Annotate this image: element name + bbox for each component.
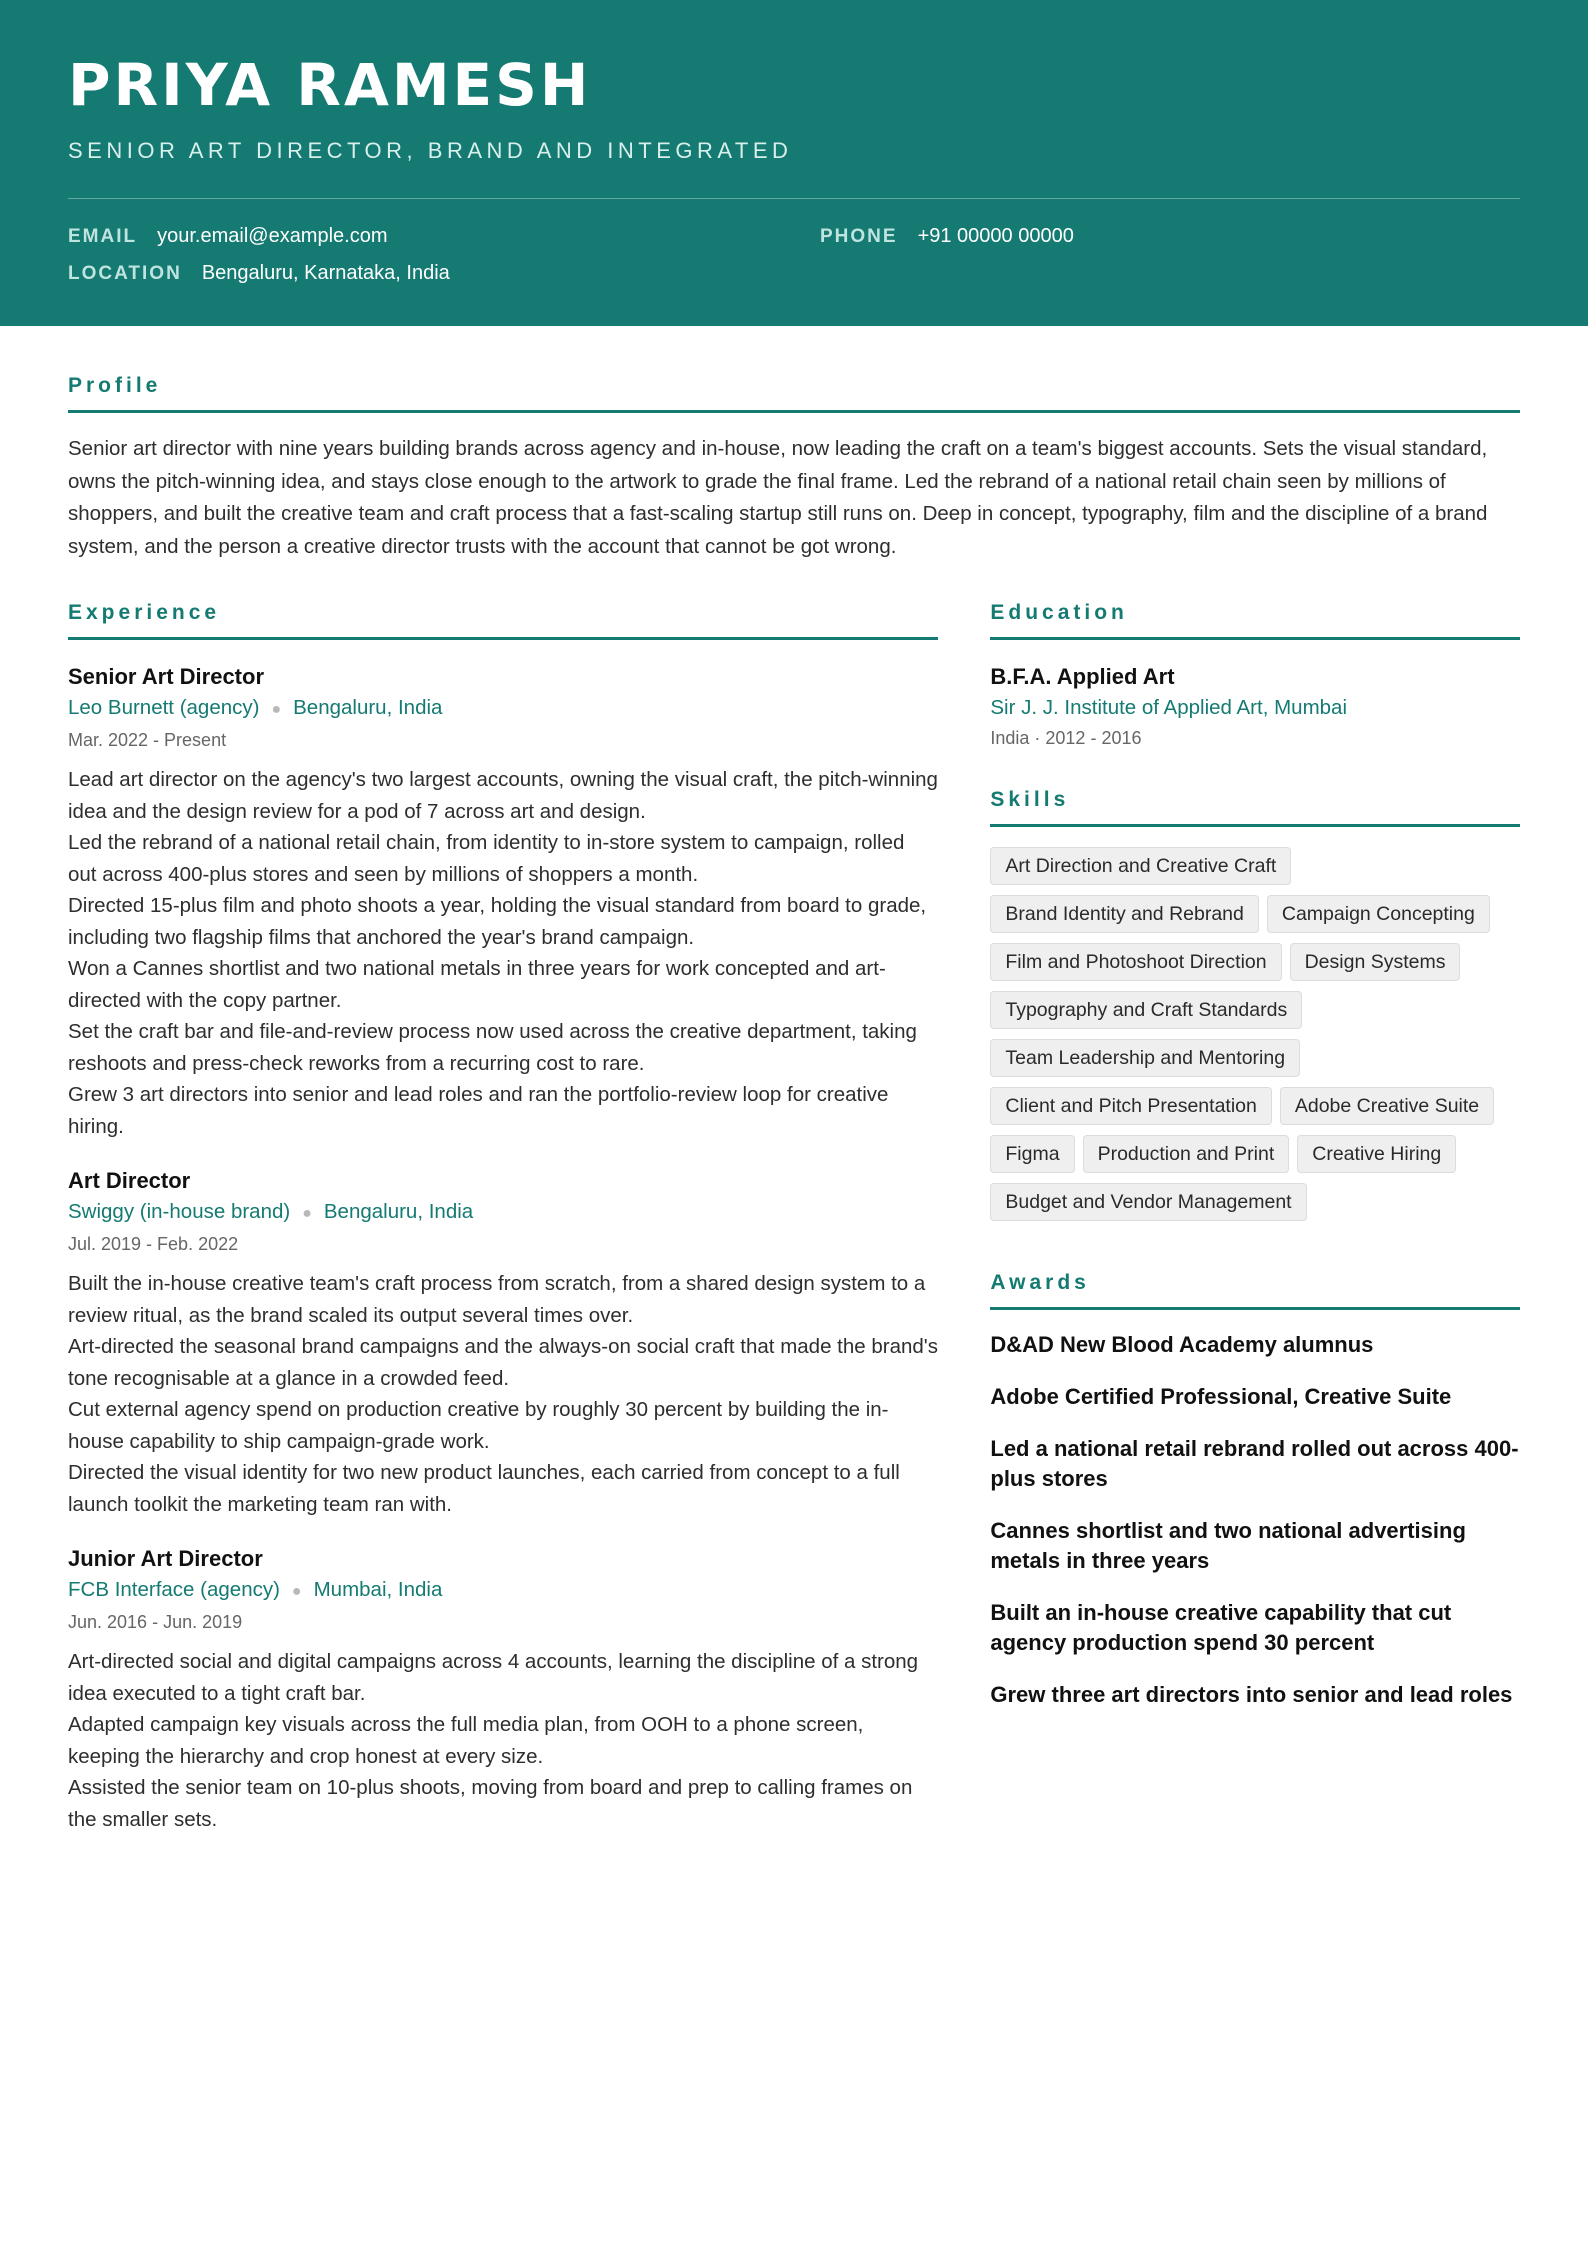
experience-section: [68, 601, 938, 1835]
job-bullet: Built the in-house creative team's craft process from scratch, from a shared design system to a review ritual, as the brand scaled its output several times over.: [68, 1272, 926, 1327]
skill-chip: Figma: [990, 1135, 1074, 1173]
job-bullet: Art-directed the seasonal brand campaigns and the always-on social craft that made the brand's tone recognisable at a glance in a crowded feed.: [68, 1335, 938, 1390]
job-bullet: Directed the visual identity for two new product launches, each carried from concept to a full launch toolkit the marketing team ran with.: [68, 1461, 900, 1516]
award-item: Built an in-house creative capability that cut agency production spend 30 percent: [990, 1600, 1452, 1655]
job-bullet: Adapted campaign key visuals across the full media plan, from OOH to a phone screen, keeping the hierarchy and crop honest at every size.: [68, 1713, 864, 1768]
job-bullet: Grew 3 art directors into senior and lead roles and ran the portfolio-review loop for creative hiring.: [68, 1083, 889, 1138]
skill-chip: Typography and Craft Standards: [990, 991, 1302, 1029]
award-item: Cannes shortlist and two national advertising metals in three years: [990, 1518, 1466, 1573]
job-entry: [68, 1544, 938, 1835]
job-location: Mumbai, India: [313, 1578, 443, 1601]
job-bullet: Art-directed social and digital campaigns across 4 accounts, learning the discipline of a strong idea executed to a tight craft bar.: [68, 1650, 919, 1705]
skill-chip: Production and Print: [1083, 1135, 1290, 1173]
job-dates: Jul. 2019 - Feb. 2022: [68, 1234, 239, 1254]
two-column-layout: [68, 601, 1520, 1835]
skills-section: [990, 788, 1520, 1221]
location-value: Bengaluru, Karnataka, India: [201, 262, 450, 284]
job-bullets: [68, 1646, 938, 1835]
candidate-title: SENIOR ART DIRECTOR, BRAND AND INTEGRATED: [68, 138, 793, 163]
profile-text: Senior art director with nine years building brands across agency and in-house, now leading the craft on a team's biggest accounts. Sets the visual standard, owns the pitch-winning idea, and stays close enough to the artwork to grade the final frame. Led the rebrand of a national retail chain seen by millions of shoppers, and built the creative team and craft process that a fast-scaling startup still runs on. Deep in concept, typography, film and the discipline of a brand system, and the person a creative director trusts with the account that cannot be got wrong.: [68, 437, 1488, 558]
candidate-name: PRIYA RAMESH: [68, 51, 592, 119]
left-column: [68, 601, 938, 1835]
education-degree: B.F.A. Applied Art: [990, 664, 1175, 689]
job-location: Bengaluru, India: [293, 696, 443, 719]
skill-chip: Film and Photoshoot Direction: [990, 943, 1281, 981]
job-bullets: [68, 764, 938, 1142]
award-item: Led a national retail rebrand rolled out across 400-plus stores: [990, 1436, 1519, 1491]
job-title: Senior Art Director: [68, 664, 265, 689]
resume-header: [0, 0, 1588, 326]
job-bullet: Assisted the senior team on 10-plus shoots, moving from board and prep to calling frames on the smaller sets.: [68, 1776, 913, 1831]
job-bullet: Won a Cannes shortlist and two national metals in three years for work concepted and art-directed with the copy partner.: [68, 957, 886, 1012]
education-school: Sir J. J. Institute of Applied Art, Mumbai: [990, 696, 1348, 719]
separator-dot-icon: ●: [271, 701, 282, 718]
skill-chip: Brand Identity and Rebrand: [990, 895, 1259, 933]
job-company: Swiggy (in-house brand): [68, 1200, 291, 1223]
skill-chip: Budget and Vendor Management: [990, 1183, 1306, 1221]
right-column: [990, 601, 1520, 1835]
skill-chip: Creative Hiring: [1297, 1135, 1456, 1173]
education-heading: Education: [990, 601, 1520, 640]
job-bullet: Set the craft bar and file-and-review process now used across the creative department, taking reshoots and press-check reworks from a recurring cost to rare.: [68, 1020, 917, 1075]
contact-email: [68, 225, 820, 248]
job-bullet: Cut external agency spend on production creative by roughly 30 percent by building the in-house capability to ship campaign-grade work.: [68, 1398, 889, 1453]
phone-value[interactable]: +91 00000 00000: [917, 225, 1074, 247]
awards-heading: Awards: [990, 1271, 1520, 1310]
separator-dot-icon: ●: [291, 1583, 302, 1600]
job-entry: [68, 662, 938, 1142]
skill-chip: Client and Pitch Presentation: [990, 1087, 1271, 1125]
phone-label: PHONE: [820, 226, 898, 247]
job-title: Art Director: [68, 1168, 191, 1193]
experience-heading: Experience: [68, 601, 938, 640]
job-bullet: Led the rebrand of a national retail chain, from identity to in-store system to campaign, rolled out across 400-plus stores and seen by millions of shoppers a month.: [68, 831, 905, 886]
award-item: D&AD New Blood Academy alumnus: [990, 1332, 1374, 1357]
skills-heading: Skills: [990, 788, 1520, 827]
location-label: LOCATION: [68, 263, 182, 284]
profile-section: [68, 374, 1520, 563]
job-bullets: [68, 1268, 938, 1520]
job-dates: Mar. 2022 - Present: [68, 730, 227, 750]
email-value[interactable]: your.email@example.com: [157, 225, 388, 247]
job-title: Junior Art Director: [68, 1546, 263, 1571]
job-org: [68, 1196, 938, 1230]
resume-body: [0, 374, 1588, 1835]
separator-dot-icon: ●: [302, 1205, 312, 1222]
skill-chip: Campaign Concepting: [1267, 895, 1490, 933]
job-org: [68, 692, 938, 726]
skill-chip: Team Leadership and Mentoring: [990, 1039, 1300, 1077]
skill-chip: Adobe Creative Suite: [1280, 1087, 1494, 1125]
awards-section: [990, 1271, 1520, 1710]
skill-chip: Art Direction and Creative Craft: [990, 847, 1291, 885]
award-item: Adobe Certified Professional, Creative Suite: [990, 1384, 1452, 1409]
award-item: Grew three art directors into senior and lead roles: [990, 1682, 1513, 1707]
contact-phone: [820, 225, 1520, 248]
contact-info: [68, 225, 1520, 285]
contact-location: [68, 262, 820, 285]
job-location: Bengaluru, India: [323, 1200, 474, 1223]
job-bullet: Lead art director on the agency's two largest accounts, owning the visual craft, the pitch-winning idea and the design review for a pod of 7 across art and design.: [68, 768, 938, 823]
job-company: FCB Interface (agency): [68, 1578, 280, 1601]
job-bullet: Directed 15-plus film and photo shoots a year, holding the visual standard from board to grade, including two flagship films that anchored the year's brand campaign.: [68, 894, 927, 949]
email-label: EMAIL: [68, 226, 138, 247]
profile-heading: Profile: [68, 374, 1520, 413]
header-divider: [68, 198, 1520, 199]
skill-chip: Design Systems: [1290, 943, 1461, 981]
skills-list: [990, 837, 1520, 1221]
education-section: [990, 601, 1520, 752]
education-meta: India · 2012 - 2016: [990, 728, 1142, 748]
job-org: [68, 1574, 938, 1608]
job-entry: [68, 1166, 938, 1520]
job-company: Leo Burnett (agency): [68, 696, 260, 719]
job-dates: Jun. 2016 - Jun. 2019: [68, 1612, 243, 1632]
education-entry: [990, 662, 1520, 752]
